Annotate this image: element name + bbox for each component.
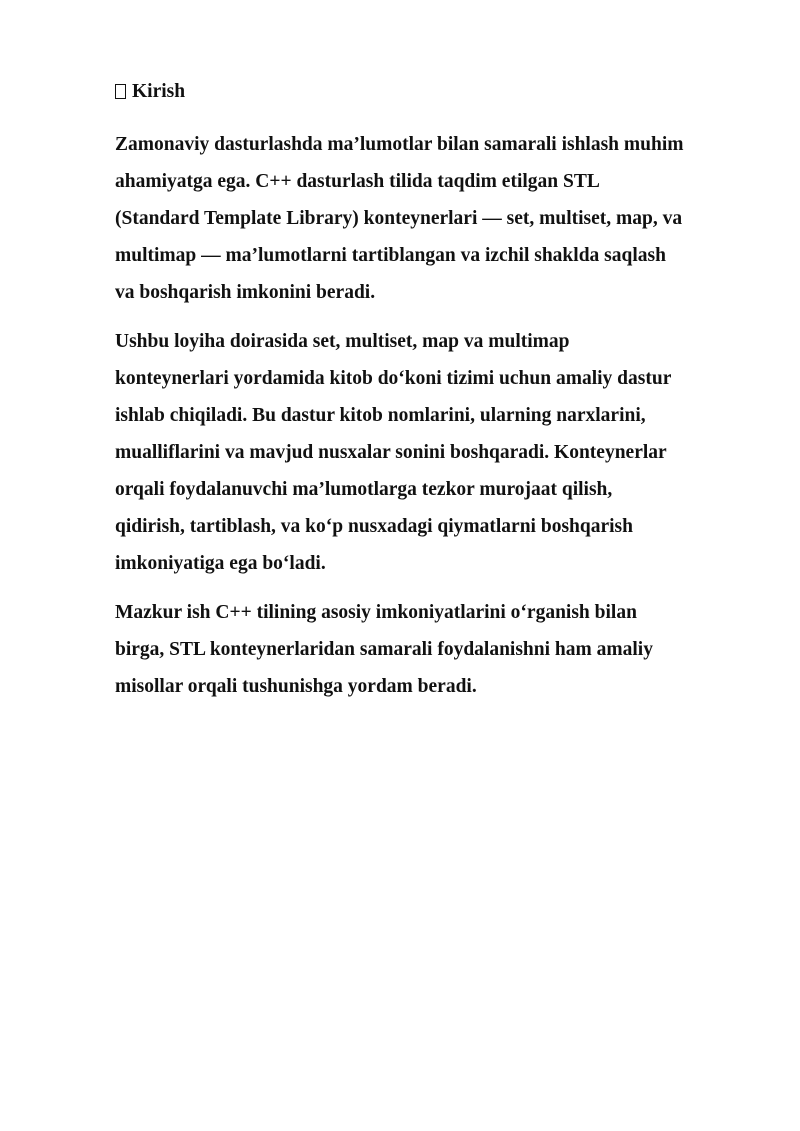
- paragraph-line: orqali foydalanuvchi ma’lumotlarga tezkor murojaat qilish,: [115, 479, 613, 500]
- section-heading: [115, 78, 747, 106]
- paragraph-line: Ushbu loyiha doirasida set, multiset, map va multimap: [115, 331, 570, 352]
- paragraph-line: Mazkur ish C++ tilining asosiy imkoniyatlarini o‘rganish bilan: [115, 602, 637, 623]
- paragraph-line: ahamiyatga ega. C++ dasturlash tilida taqdim etilgan STL: [115, 171, 600, 192]
- paragraph-line: imkoniyatiga ega bo‘ladi.: [115, 553, 326, 574]
- paragraph-3: [115, 594, 747, 705]
- missing-glyph-icon: [115, 84, 126, 99]
- paragraph-1: [115, 126, 747, 311]
- document-body: [115, 78, 747, 717]
- paragraph-line: birga, STL konteynerlaridan samarali foydalanishni ham amaliy: [115, 639, 653, 660]
- paragraph-line: va boshqarish imkonini beradi.: [115, 282, 376, 303]
- paragraph-line: (Standard Template Library) konteynerlari — set, multiset, map, va: [115, 208, 683, 229]
- paragraph-line: mualliflarini va mavjud nusxalar sonini boshqaradi. Konteynerlar: [115, 442, 667, 463]
- section-heading-title: Kirish: [132, 81, 186, 102]
- paragraph-line: multimap — ma’lumotlarni tartiblangan va izchil shaklda saqlash: [115, 245, 666, 266]
- paragraph-line: misollar orqali tushunishga yordam beradi.: [115, 676, 477, 697]
- paragraph-line: qidirish, tartiblash, va ko‘p nusxadagi qiymatlarni boshqarish: [115, 516, 633, 537]
- paragraph-line: ishlab chiqiladi. Bu dastur kitob nomlarini, ularning narxlarini,: [115, 405, 646, 426]
- paragraph-2: [115, 323, 747, 582]
- paragraph-line: konteynerlari yordamida kitob do‘koni tizimi uchun amaliy dastur: [115, 368, 672, 389]
- paragraph-line: Zamonaviy dasturlashda ma’lumotlar bilan samarali ishlash muhim: [115, 134, 684, 155]
